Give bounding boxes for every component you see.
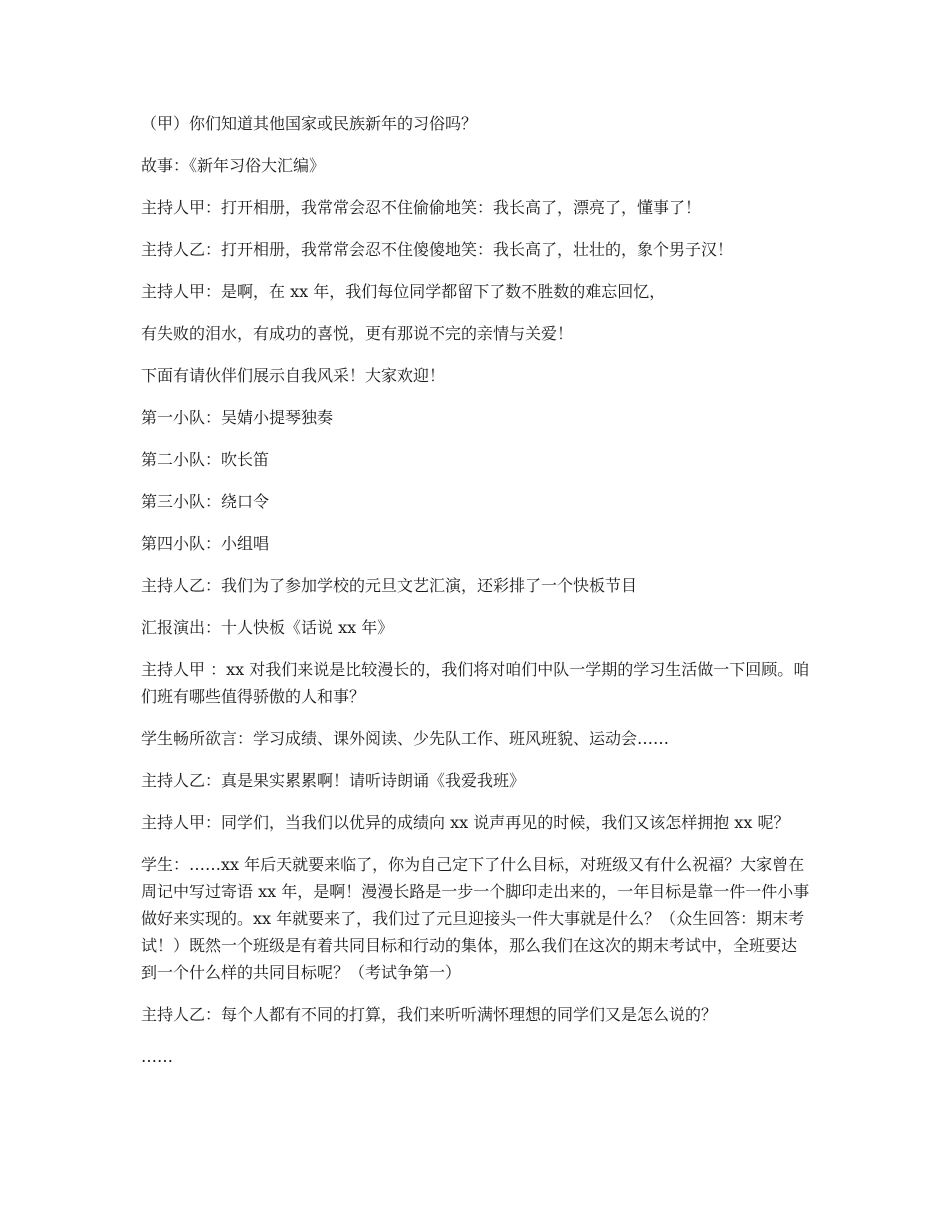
paragraph: …… [141, 1047, 173, 1066]
paragraph: 汇报演出：十人快板《话说 xx 年》 [141, 618, 394, 637]
paragraph: 第一小队：吴婧小提琴独奏 [141, 408, 334, 427]
document-body [141, 110, 811, 1085]
paragraph: （甲）你们知道其他国家或民族新年的习俗吗？ [141, 114, 478, 133]
paragraph: 第二小队：吹长笛 [141, 450, 270, 469]
paragraph: 主持人乙：我们为了参加学校的元旦文艺汇演，还彩排了一个快板节目 [141, 576, 638, 595]
paragraph: 主持人甲：是啊，在 xx 年，我们每位同学都留下了数不胜数的难忘回忆， [141, 282, 666, 301]
paragraph: 学生畅所欲言：学习成绩、课外阅读、少先队工作、班风班貌、运动会…… [141, 729, 670, 748]
paragraph: 主持人甲：同学们，当我们以优异的成绩向 xx 说声再见的时候，我们又该怎样拥抱 xx 呢？ [141, 813, 790, 832]
paragraph: 第三小队：绕口令 [141, 492, 270, 511]
paragraph: 主持人乙：真是果实累累啊！请听诗朗诵《我爱我班》 [141, 771, 526, 790]
paragraph: 有失败的泪水，有成功的喜悦，更有那说不完的亲情与关爱！ [141, 324, 574, 343]
paragraph: 第四小队：小组唱 [141, 534, 270, 553]
paragraph: 主持人乙：打开相册，我常常会忍不住傻傻地笑：我长高了，壮壮的，象个男子汉！ [141, 240, 734, 259]
paragraph: 主持人乙：每个人都有不同的打算，我们来听听满怀理想的同学们又是怎么说的？ [141, 1005, 718, 1024]
paragraph: 主持人甲 ：xx 对我们来说是比较漫长的，我们将对咱们中队一学期的学习生活做一下回顾。咱们班有哪些值得骄傲的人和事？ [141, 660, 810, 706]
paragraph: 故事：《新年习俗大汇编》 [141, 156, 326, 175]
paragraph: 下面有请伙伴们展示自我风采！大家欢迎！ [141, 366, 446, 385]
paragraph: 学生：……xx 年后天就要来临了，你为自己定下了什么目标，对班级又有什么祝福？大家曾在周记中写过寄语 xx 年，是啊！漫漫长路是一步一个脚印走出来的，一年目标是靠一件一件小事做好来实现的。xx 年就要来了，我们过了元旦迎接头一件大事就是什么？（众生回答：期末考试！）既然一个班级是有着共同目标和行动的集体，那么我们在这次的期末考试中，全班要达到一个什么样的共同目标呢？（考试争第一） [141, 855, 810, 982]
paragraph: 主持人甲：打开相册，我常常会忍不住偷偷地笑：我长高了，漂亮了，懂事了！ [141, 198, 702, 217]
